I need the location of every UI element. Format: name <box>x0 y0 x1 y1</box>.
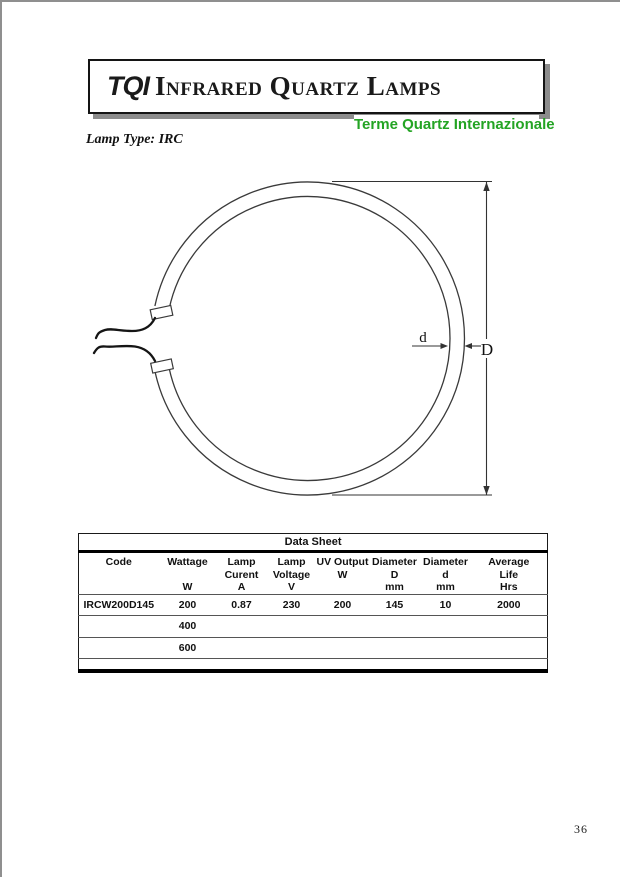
cell-diameter-d: 10 <box>421 594 471 615</box>
cell-life <box>471 658 548 671</box>
lamp-type-label: Lamp Type: IRC <box>86 132 183 147</box>
arrowhead-down-icon <box>483 486 489 495</box>
datasheet-caption: Data Sheet <box>79 534 548 552</box>
cell-diameter-d <box>421 658 471 671</box>
arrowhead-right-icon <box>441 343 449 349</box>
arrowhead-left-icon <box>465 343 473 349</box>
datasheet-table <box>78 533 548 673</box>
cell-life: 2000 <box>471 594 548 615</box>
col-header-diameter-d: Diameter d mm <box>421 552 471 595</box>
cell-voltage <box>267 615 317 637</box>
brand-subtitle: Terme Quartz Internazionale <box>354 115 539 136</box>
cell-life <box>471 615 548 637</box>
cell-uv-output <box>317 658 369 671</box>
dimension-label-d: d <box>419 330 427 346</box>
col-header-lamp-voltage: Lamp Voltage V <box>267 552 317 595</box>
cell-wattage: 200 <box>159 594 217 615</box>
cell-diameter-d <box>421 637 471 658</box>
cell-voltage <box>267 658 317 671</box>
col-header-average-life: Average Life Hrs <box>471 552 548 595</box>
cell-current <box>217 658 267 671</box>
table-row <box>79 637 548 658</box>
cell-code: IRCW200D145 <box>79 594 159 615</box>
cell-wattage <box>159 658 217 671</box>
cell-current <box>217 615 267 637</box>
datasheet-header-row <box>79 552 548 595</box>
col-header-uv-output: UV Output W <box>317 552 369 595</box>
cell-voltage <box>267 637 317 658</box>
cell-current <box>217 637 267 658</box>
dimension-label-D: D <box>480 340 494 359</box>
brand-logo: TQI <box>107 71 149 101</box>
cell-diameter-D <box>369 658 421 671</box>
table-row <box>79 594 548 615</box>
lamp-tube-outer-wall <box>155 182 465 495</box>
lamp-end-cap-top <box>150 305 173 319</box>
cell-wattage: 400 <box>159 615 217 637</box>
cell-uv-output: 200 <box>317 594 369 615</box>
lamp-tube-inner-wall <box>169 197 450 481</box>
cell-code <box>79 637 159 658</box>
brand-title: Infrared Quartz Lamps <box>155 71 442 101</box>
table-row <box>79 658 548 671</box>
cell-voltage: 230 <box>267 594 317 615</box>
cell-code <box>79 658 159 671</box>
lamp-diagram <box>2 2 620 877</box>
page-number: 36 <box>574 822 588 836</box>
arrowhead-up-icon <box>483 182 489 191</box>
cell-current: 0.87 <box>217 594 267 615</box>
cell-diameter-D <box>369 637 421 658</box>
cell-diameter-D <box>369 615 421 637</box>
cell-diameter-d <box>421 615 471 637</box>
cell-life <box>471 637 548 658</box>
cell-uv-output <box>317 615 369 637</box>
col-header-diameter-D: Diameter D mm <box>369 552 421 595</box>
table-row <box>79 615 548 637</box>
lead-wire-bottom <box>94 346 155 361</box>
cell-wattage: 600 <box>159 637 217 658</box>
col-header-wattage: Wattage W <box>159 552 217 595</box>
col-header-code: Code <box>79 552 159 595</box>
cell-code <box>79 615 159 637</box>
lead-wire-top <box>96 318 155 338</box>
col-header-lamp-current: Lamp Curent A <box>217 552 267 595</box>
cell-uv-output <box>317 637 369 658</box>
cell-diameter-D: 145 <box>369 594 421 615</box>
